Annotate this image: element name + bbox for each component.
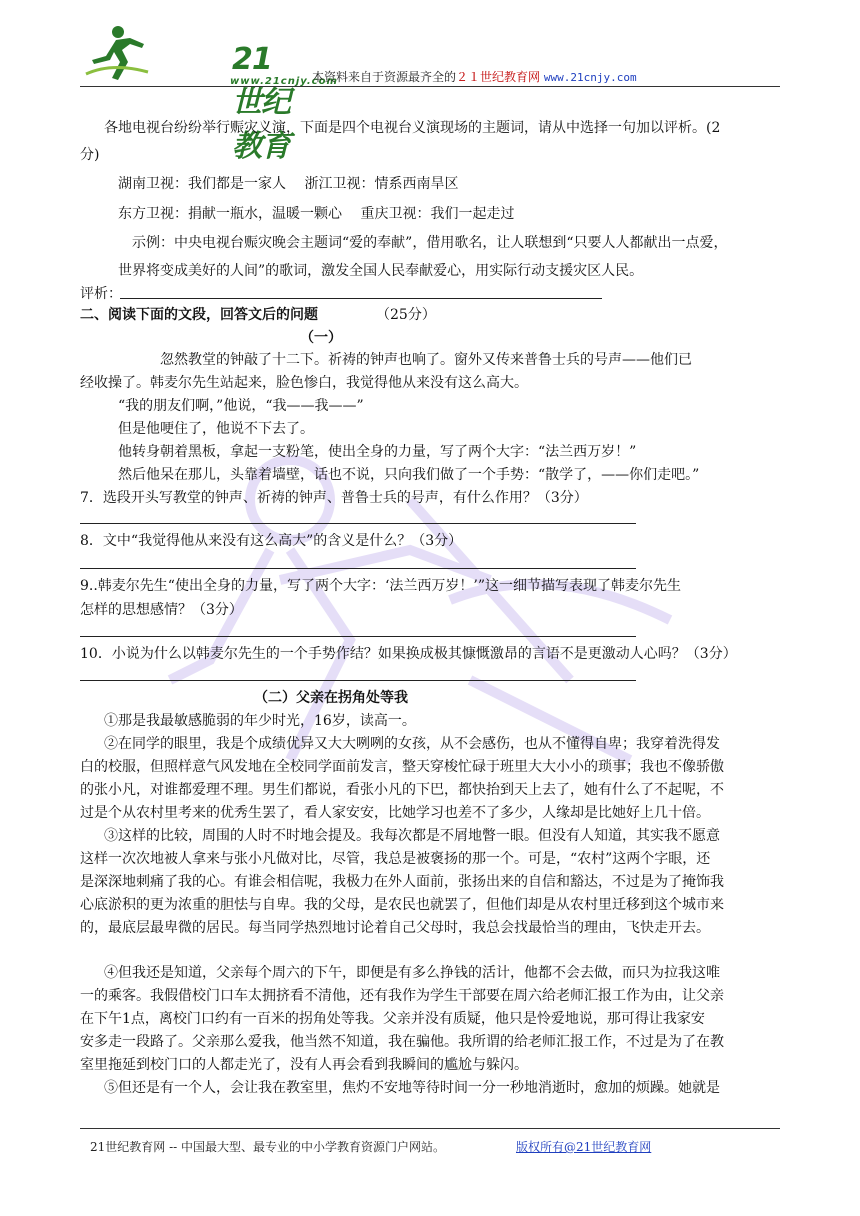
passage2-para2-line4: 过是个从农村里考来的优秀生罢了，看人家安安，比她学习也差不了多少，人缘却是比她好上几十倍。 [80,805,710,821]
passage2-para1: ①那是我最敏感脆弱的年少时光，16岁，读高一。 [104,713,416,729]
passage2-para2-line1: ②在同学的眼里，我是个成绩优异又大大咧咧的女孩，从不会感伤，也从不懂得自卑；我穿着洗得发 [104,736,720,752]
tagline-prefix: 本资料来自于资源最齐全的 [312,70,457,84]
header-tagline [312,68,637,85]
question-10: 10．小说为什么以韩麦尔先生的一个手势作结？如果换成极其慷慨激昂的言语不是更激动人心吗？（3分） [80,646,737,662]
passage2-para4-line1: ④但我还是知道，父亲每个周六的下午，即便是有多么挣钱的活计，他都不会去做，而只为拉我这唯 [104,965,720,981]
header-divider [80,86,780,87]
answer-line-q9[interactable] [80,636,636,637]
passage2-para3-line4: 心底淤积的更为浓重的胆怯与自卑。我的父母，是农民也就罢了，但他们却是从农村里迁移到这个城市来 [80,897,724,913]
footer-copyright-link[interactable]: 版权所有@21世纪教育网 [516,1140,652,1154]
logo-text: 21世纪教育 [232,42,290,164]
footer-divider [80,1128,780,1129]
passage1-para3: 但是他哽住了，他说不下去了。 [118,421,314,437]
passage1-para1-line1: 忽然教堂的钟敲了十二下。祈祷的钟声也响了。窗外又传来普鲁士兵的号声——他们已 [160,352,692,368]
passage2-para3-line3: 是深深地刺痛了我的心。有谁会相信呢，我极力在外人面前，张扬出来的自信和豁达，不过是为了掩饰我 [80,874,724,890]
tagline-site-link[interactable]: ２１世纪教育网 [456,70,541,84]
passage2-para3-line2: 这样一次次地被人拿来与张小凡做对比，尽管，我总是被褒扬的那一个。可是，“农村”这两个字眼，还 [80,851,711,867]
tagline-url-link[interactable]: www.21cnjy.com [543,71,637,84]
example-line-1: 示例：中央电视台赈灾晚会主题词“爱的奉献”，借用歌名，让人联想到“只要人人都献出一点爱， [132,235,728,251]
section-score: （25分） [376,307,436,323]
answer-label: 评析： [80,286,122,302]
question-prompt-line1: 各地电视台纷纷举行赈灾义演，下面是四个电视台义演现场的主题词，请从中选择一句加以评析。(2 [104,120,721,136]
option-line-2: 东方卫视：捐献一瓶水，温暖一颗心 重庆卫视：我们一起走过 [118,206,515,222]
passage2-para2-line3: 的张小凡，对谁都爱理不理。男生们都说，看张小凡的下巴，都快抬到天上去了，她有什么了不起呢，不 [80,782,724,798]
section-title: 二、阅读下面的文段，回答文后的问题 [80,307,318,323]
passage2-para2-line2: 白的校服，但照样意气风发地在全校同学面前发言，整天穿梭忙碌于班里大大小小的琐事；我也不像骄傲 [80,759,724,775]
example-line-2: 世界将变成美好的人间”的歌词，激发全国人民奉献爱心，用实际行动支援灾区人民。 [118,263,644,279]
question-8: 8．文中“我觉得他从来没有这么高大”的含义是什么？（3分） [80,533,463,549]
part-one-heading: （一） [300,330,342,346]
passage2-para5-line1: ⑤但还是有一个人，会让我在教室里，焦灼不安地等待时间一分一秒地消逝时，愈加的烦躁。她就是 [104,1080,720,1096]
passage1-para1-line2: 经收操了。韩麦尔先生站起来，脸色惨白，我觉得他从来没有这么高大。 [80,375,528,391]
question-9-line1: 9..韩麦尔先生“使出全身的力量，写了两个大字：‘法兰西万岁！’”这一细节描写表现了韩麦尔先生 [80,578,682,594]
passage2-para4-line5: 室里拖延到校门口的人都走光了，没有人再会看到我瞬间的尴尬与躲闪。 [80,1057,528,1073]
passage1-para4: 他转身朝着黑板，拿起一支粉笔，使出全身的力量，写了两个大字：“法兰西万岁！” [118,444,637,460]
passage2-para4-line2: 一的乘客。我假借校门口车太拥挤看不清他，还有我作为学生干部要在周六给老师汇报工作为由，让父亲 [80,988,724,1004]
passage2-para4-line4: 安多走一段路了。父亲那么爱我，他当然不知道，我在骗他。我所谓的给老师汇报工作，不过是为了在教 [80,1034,724,1050]
question-7: 7．选段开头写教堂的钟声、祈祷的钟声、普鲁士兵的号声，有什么作用？（3分） [80,490,588,506]
answer-line-q7[interactable] [80,523,636,524]
question-9-line2: 怎样的思想感情？（3分） [80,602,243,618]
passage1-para5: 然后他呆在那儿，头靠着墙壁，话也不说，只向我们做了一个手势：“散学了，——你们走吧。” [118,467,700,483]
runner-logo-icon [82,22,152,82]
passage2-para4-line3: 在下午1点，离校门口约有一百米的拐角处等我。父亲并没有质疑，他只是怜爱地说，那可得让我家安 [80,1011,705,1027]
footer-description: 21世纪教育网 -- 中国最大型、最专业的中小学教育资源门户网站。 [90,1140,446,1154]
question-prompt-line2: 分) [80,147,100,163]
passage2-para3-line1: ③这样的比较，周围的人时不时地会提及。我每次都是不屑地瞥一眼。但没有人知道，其实我不愿意 [104,828,720,844]
answer-line-q10[interactable] [80,680,636,681]
answer-line[interactable] [120,298,602,299]
option-line-1: 湖南卫视：我们都是一家人 浙江卫视：情系西南旱区 [118,176,459,192]
answer-line-q8[interactable] [80,568,636,569]
passage1-para2: “我的朋友们啊，”他说，“我——我——” [118,398,364,414]
part-two-heading: （二）父亲在拐角处等我 [254,690,408,706]
passage2-para3-line5: 的，最底层最卑微的居民。每当同学热烈地讨论着自己父母时，我总会找最恰当的理由，飞快走开去。 [80,920,710,936]
site-logo[interactable] [82,22,338,164]
logo-url: www.21cnjy.com [230,76,338,87]
